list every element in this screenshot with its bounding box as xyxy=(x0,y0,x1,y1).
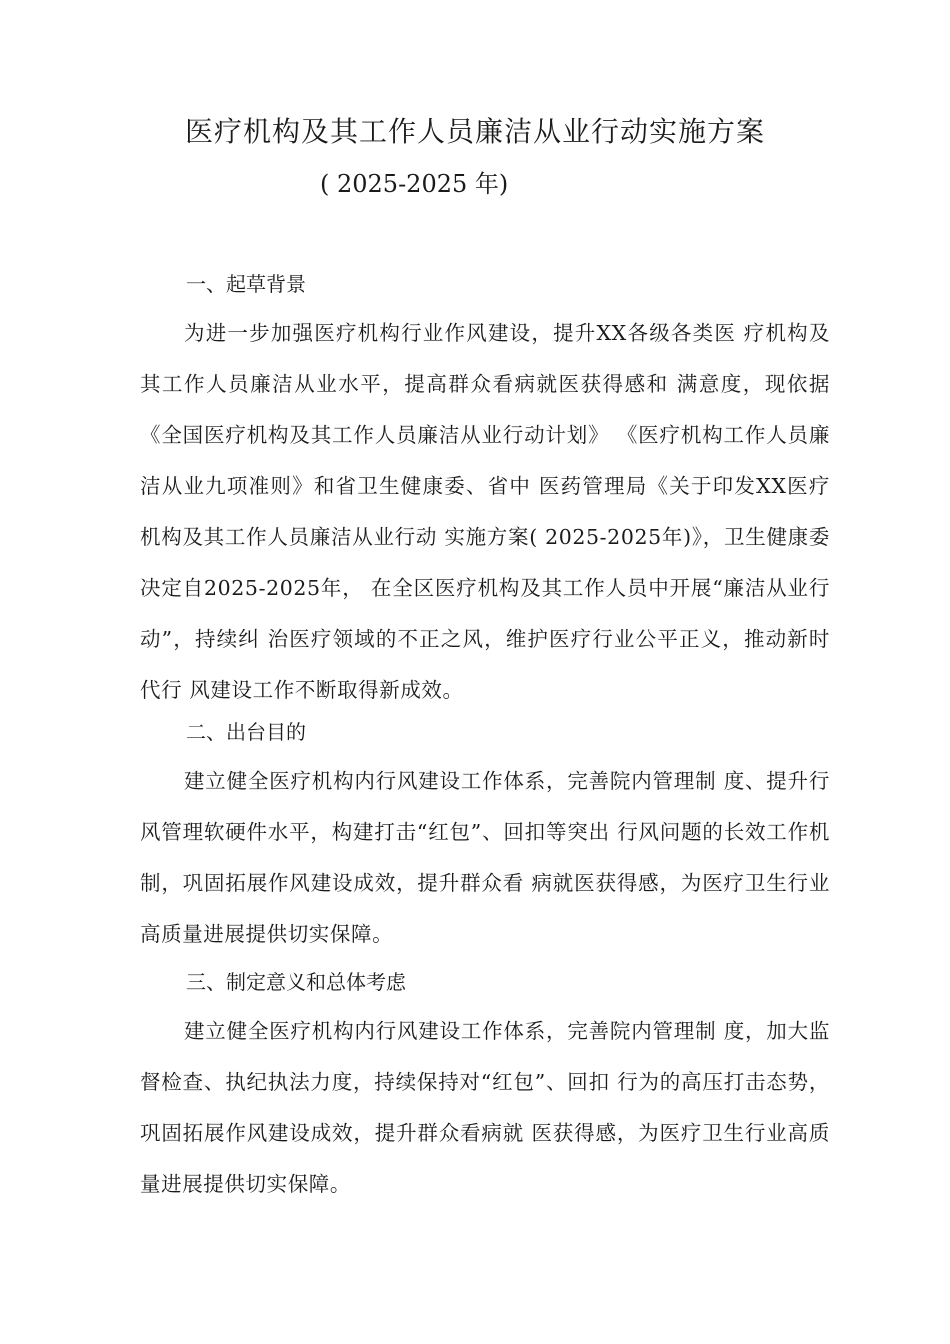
section-body-background: 为进一步加强医疗机构行业作风建设，提升XX各级各类医 疗机构及其工作人员廉洁从业水平，提高群众看病就医获得感和 满意度，现依据《全国医疗机构及其工作人员廉洁从业行动计划》 《医疗机构工作人员廉洁从业九项准则》和省卫生健康委、省中 医药管理局《关于印发XX医疗机构及其工作人员廉洁从业行动 实施方案( 2025-2025年)》，卫生健康委决定自2025-2025年， 在全区医疗机构及其工作人员中开展“廉洁从业行动”，持续纠 治医疗领域的不正之风，维护医疗行业公平正义，推动新时代行 风建设工作不断取得新成效。 xyxy=(140,321,830,702)
section-heading-purpose: 二、出台目的 xyxy=(186,720,306,744)
document-title: 医疗机构及其工作人员廉洁从业行动实施方案 xyxy=(184,115,765,148)
section-heading-significance: 三、制定意义和总体考虑 xyxy=(186,970,406,994)
section-heading-background: 一、起草背景 xyxy=(186,272,306,296)
document-subtitle: ( 2025-2025 年) xyxy=(320,170,509,198)
section-body-significance: 建立健全医疗机构内行风建设工作体系，完善院内管理制 度，加大监督检查、执纪执法力度，持续保持对“红包”、回扣 行为的高压打击态势，巩固拓展作风建设成效，提升群众看病就 医获得感，为医疗卫生行业高质量进展提供切实保障。 xyxy=(140,1019,830,1196)
section-body-purpose: 建立健全医疗机构内行风建设工作体系，完善院内管理制 度、提升行风管理软硬件水平，构建打击“红包”、回扣等突出 行风问题的长效工作机制，巩固拓展作风建设成效，提升群众看 病就医获得感，为医疗卫生行业高质量进展提供切实保障。 xyxy=(140,769,830,946)
